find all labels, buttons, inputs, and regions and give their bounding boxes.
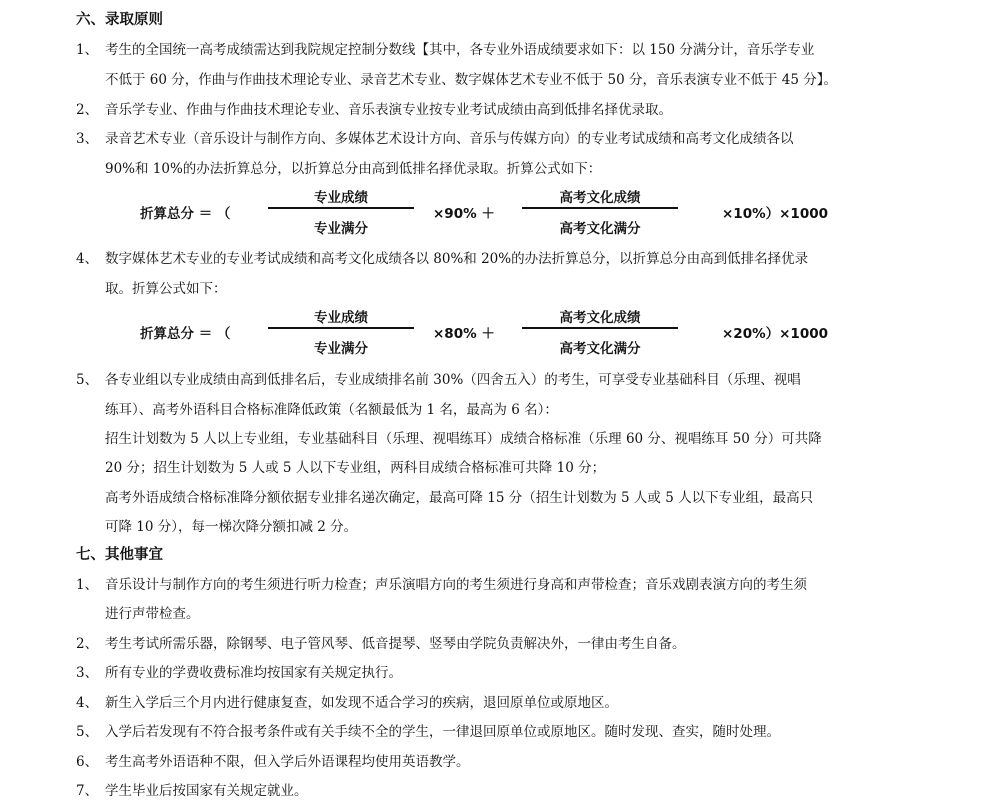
- section-7-heading: 七、其他事宜: [76, 547, 163, 563]
- list-item-text: 考生高考外语语种不限，但入学后外语课程均使用英语教学。: [105, 754, 470, 770]
- formula-denominator: 高考文化满分: [559, 221, 641, 237]
- list-item-number: 7、: [76, 783, 99, 799]
- list-item-text: 招生计划数为 5 人以上专业组，专业基础科目（乐理、视唱练耳）成绩合格标准（乐理 60 分、视唱练耳 50 分）可共降: [105, 431, 822, 447]
- list-item-text: 取。折算公式如下：: [105, 281, 227, 297]
- formula-multiplier: ×90% ＋: [433, 206, 495, 222]
- fraction-bar: [268, 207, 414, 209]
- list-item-text: 学生毕业后按国家有关规定就业。: [105, 783, 308, 799]
- list-item-text: 各专业组以专业成绩由高到低排名后，专业成绩排名前 30%（四舍五入）的考生，可享受专业基础科目（乐理、视唱: [105, 372, 801, 388]
- list-item-number: 1、: [76, 42, 99, 58]
- formula-denominator: 专业满分: [314, 221, 368, 237]
- list-item-text: 所有专业的学费收费标准均按国家有关规定执行。: [105, 665, 402, 681]
- list-item-text: 90%和 10%的办法折算总分，以折算总分由高到低排名择优录取。折算公式如下：: [105, 161, 602, 177]
- list-item-text: 数字媒体艺术专业的专业考试成绩和高考文化成绩各以 80%和 20%的办法折算总分，以折算总分由高到低排名择优录: [105, 251, 809, 267]
- fraction-bar: [268, 327, 414, 329]
- formula-denominator: 专业满分: [314, 341, 368, 357]
- formula-tail: ×10%）×1000: [722, 206, 829, 222]
- list-item-number: 5、: [76, 724, 99, 740]
- list-item-text: 可降 10 分），每一梯次降分额扣减 2 分。: [105, 519, 358, 535]
- formula-recording-arts: [0, 186, 996, 236]
- list-item-text: 高考外语成绩合格标准降分额依据专业排名递次确定，最高可降 15 分（招生计划数为 5 人或 5 人以下专业组，最高只: [105, 490, 814, 506]
- fraction-bar: [522, 327, 678, 329]
- formula-multiplier: ×80% ＋: [433, 326, 495, 342]
- formula-label: 折算总分 ＝ （: [140, 206, 231, 222]
- formula-denominator: 高考文化满分: [559, 341, 641, 357]
- list-item-number: 3、: [76, 131, 99, 147]
- list-item-number: 6、: [76, 754, 99, 770]
- formula-digital-media: [0, 306, 996, 356]
- list-item-text: 入学后若发现有不符合报考条件或有关手续不全的学生，一律退回原单位或原地区。随时发现、查实，随时处理。: [105, 724, 780, 740]
- formula-numerator: 专业成绩: [314, 310, 368, 326]
- formula-tail: ×20%）×1000: [722, 326, 829, 342]
- list-item-number: 2、: [76, 102, 99, 118]
- list-item-text: 不低于 60 分，作曲与作曲技术理论专业、录音艺术专业、数字媒体艺术专业不低于 50 分，音乐表演专业不低于 45 分】。: [105, 72, 838, 88]
- formula-numerator: 高考文化成绩: [559, 190, 641, 206]
- fraction-bar: [522, 207, 678, 209]
- list-item-text: 新生入学后三个月内进行健康复查，如发现不适合学习的疾病，退回原单位或原地区。: [105, 695, 618, 711]
- list-item-number: 4、: [76, 251, 99, 267]
- list-item-text: 20 分；招生计划数为 5 人或 5 人以下专业组，两科目成绩合格标准可共降 10 分；: [105, 460, 606, 476]
- list-item-text: 考生考试所需乐器，除钢琴、电子管风琴、低音提琴、竖琴由学院负责解决外，一律由考生自备。: [105, 636, 686, 652]
- list-item-number: 1、: [76, 577, 99, 593]
- list-item-text: 练耳）、高考外语科目合格标准降低政策（名额最低为 1 名，最高为 6 名）：: [105, 402, 558, 418]
- list-item-number: 3、: [76, 665, 99, 681]
- formula-label: 折算总分 ＝ （: [140, 326, 231, 342]
- list-item-text: 考生的全国统一高考成绩需达到我院规定控制分数线【其中，各专业外语成绩要求如下：以 150 分满分计，音乐学专业: [105, 42, 815, 58]
- list-item-text: 音乐设计与制作方向的考生须进行听力检查；声乐演唱方向的考生须进行身高和声带检查；音乐戏剧表演方向的考生须: [105, 577, 807, 593]
- formula-numerator: 高考文化成绩: [559, 310, 641, 326]
- list-item-number: 2、: [76, 636, 99, 652]
- list-item-text: 录音艺术专业（音乐设计与制作方向、多媒体艺术设计方向、音乐与传媒方向）的专业考试成绩和高考文化成绩各以: [105, 131, 794, 147]
- formula-numerator: 专业成绩: [314, 190, 368, 206]
- section-6-heading: 六、录取原则: [76, 12, 163, 28]
- list-item-number: 4、: [76, 695, 99, 711]
- list-item-text: 音乐学专业、作曲与作曲技术理论专业、音乐表演专业按专业考试成绩由高到低排名择优录取。: [105, 102, 672, 118]
- list-item-text: 进行声带检查。: [105, 606, 200, 622]
- list-item-number: 5、: [76, 372, 99, 388]
